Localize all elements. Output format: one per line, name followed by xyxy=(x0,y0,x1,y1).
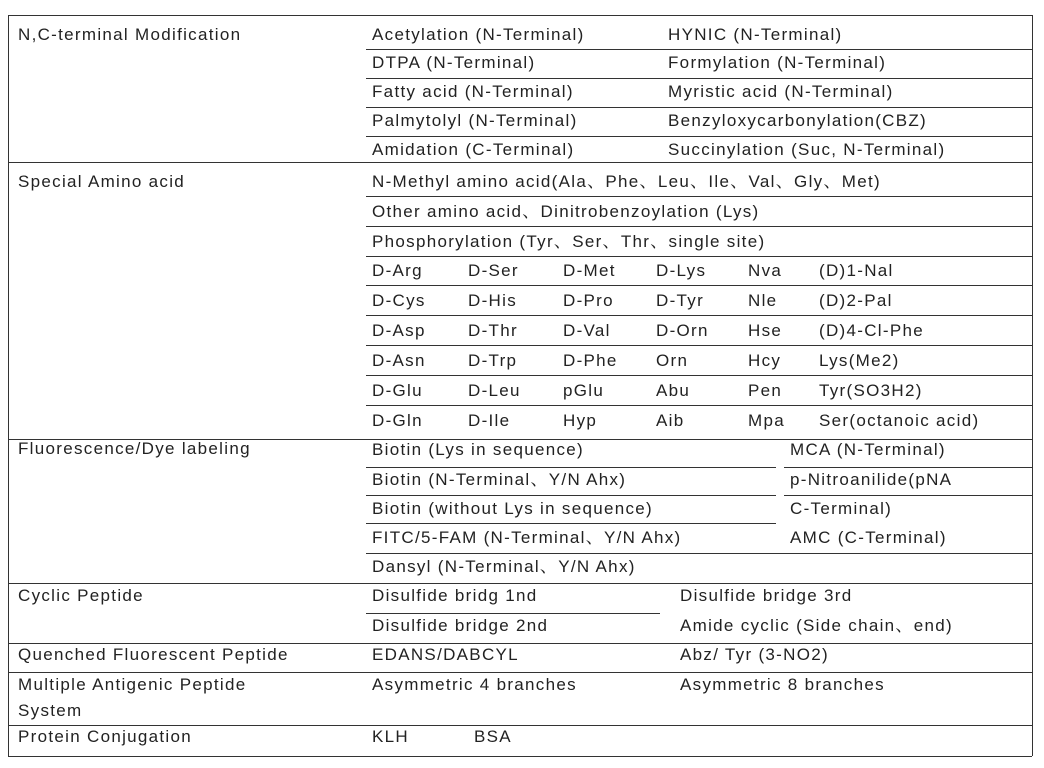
amino-acid-grid-cell: D-Pro xyxy=(563,291,614,310)
category-map: Multiple Antigenic Peptide xyxy=(18,675,247,694)
amino-acid-grid-cell: Hcy xyxy=(748,351,782,370)
quenched-item: EDANS/DABCYL xyxy=(372,645,519,664)
fluorescence-item: FITC/5-FAM (N-Terminal、Y/N Ahx) xyxy=(372,528,682,547)
protein-conjugation-item: BSA xyxy=(474,727,512,746)
map-item: Asymmetric 8 branches xyxy=(680,675,885,694)
amino-acid-grid-cell: D-Tyr xyxy=(656,291,705,310)
row-rule xyxy=(366,613,660,614)
special-amino-item: N-Methyl amino acid(Ala、Phe、Leu、Ile、Val、Gly、Met) xyxy=(372,172,881,191)
section-separator xyxy=(8,672,1032,673)
row-rule xyxy=(366,196,1032,197)
amino-acid-grid-cell: D-Ser xyxy=(468,261,519,280)
grid-row-rule xyxy=(366,315,1032,316)
category-nc-terminal: N,C-terminal Modification xyxy=(18,25,242,44)
amino-acid-grid-cell: D-Cys xyxy=(372,291,426,310)
section-separator xyxy=(8,643,1032,644)
cyclic-peptide-item: Disulfide bridge 3rd xyxy=(680,586,853,605)
amino-acid-grid-cell: (D)1-Nal xyxy=(819,261,894,280)
amino-acid-grid-cell: D-Lys xyxy=(656,261,707,280)
amino-acid-grid-cell: (D)2-Pal xyxy=(819,291,893,310)
section-separator xyxy=(8,725,1032,726)
quenched-item: Abz/ Tyr (3-NO2) xyxy=(680,645,829,664)
fluorescence-item: p-Nitroanilide(pNA xyxy=(790,470,953,489)
section-separator xyxy=(8,162,1032,163)
amino-acid-grid-cell: D-Met xyxy=(563,261,616,280)
table-bottom-border xyxy=(8,756,1032,757)
row-rule xyxy=(366,49,1032,50)
amino-acid-grid-cell: Pen xyxy=(748,381,783,400)
grid-row-rule xyxy=(366,375,1032,376)
row-rule xyxy=(366,226,1032,227)
category-fluorescence: Fluorescence/Dye labeling xyxy=(18,439,251,458)
amino-acid-grid-cell: D-Glu xyxy=(372,381,423,400)
amino-acid-grid-cell: Aib xyxy=(656,411,685,430)
amino-acid-grid-cell: pGlu xyxy=(563,381,605,400)
nc-terminal-item: Amidation (C-Terminal) xyxy=(372,140,575,159)
row-rule xyxy=(366,495,776,496)
fluorescence-item: Biotin (Lys in sequence) xyxy=(372,440,584,459)
amino-acid-grid-cell: Abu xyxy=(656,381,691,400)
category-map-cont: System xyxy=(18,701,83,720)
row-rule xyxy=(784,495,1032,496)
category-protein-conjugation: Protein Conjugation xyxy=(18,727,193,746)
grid-row-rule xyxy=(366,345,1032,346)
fluorescence-item: Dansyl (N-Terminal、Y/N Ahx) xyxy=(372,557,636,576)
special-amino-item: Phosphorylation (Tyr、Ser、Thr、single site) xyxy=(372,232,766,251)
grid-row-rule xyxy=(366,405,1032,406)
row-rule xyxy=(366,523,776,524)
map-item: Asymmetric 4 branches xyxy=(372,675,577,694)
row-rule xyxy=(366,256,1032,257)
amino-acid-grid-cell: D-Leu xyxy=(468,381,521,400)
row-rule xyxy=(366,107,1032,108)
amino-acid-grid-cell: Hse xyxy=(748,321,783,340)
amino-acid-grid-cell: Ser(octanoic acid) xyxy=(819,411,980,430)
cyclic-peptide-item: Disulfide bridg 1nd xyxy=(372,586,538,605)
amino-acid-grid-cell: D-Thr xyxy=(468,321,518,340)
fluorescence-item: C-Terminal) xyxy=(790,499,893,518)
amino-acid-grid-cell: Tyr(SO3H2) xyxy=(819,381,923,400)
amino-acid-grid-cell: D-Val xyxy=(563,321,611,340)
nc-terminal-item: Benzyloxycarbonylation(CBZ) xyxy=(668,111,928,130)
amino-acid-grid-cell: D-Ile xyxy=(468,411,511,430)
amino-acid-grid-cell: D-Gln xyxy=(372,411,423,430)
amino-acid-grid-cell: D-Orn xyxy=(656,321,709,340)
table-left-border xyxy=(8,15,9,756)
amino-acid-grid-cell: D-Trp xyxy=(468,351,518,370)
table-top-border xyxy=(8,15,1032,16)
amino-acid-grid-cell: Nle xyxy=(748,291,778,310)
row-rule xyxy=(366,467,776,468)
fluorescence-item: MCA (N-Terminal) xyxy=(790,440,946,459)
amino-acid-grid-cell: D-Arg xyxy=(372,261,423,280)
fluorescence-item: AMC (C-Terminal) xyxy=(790,528,947,547)
amino-acid-grid-cell: D-Asp xyxy=(372,321,426,340)
nc-terminal-item: Palmytolyl (N-Terminal) xyxy=(372,111,578,130)
cyclic-peptide-item: Amide cyclic (Side chain、end) xyxy=(680,616,953,635)
category-cyclic-peptide: Cyclic Peptide xyxy=(18,586,144,605)
amino-acid-grid-cell: Nva xyxy=(748,261,783,280)
section-separator xyxy=(8,583,1032,584)
row-rule xyxy=(366,136,1032,137)
protein-conjugation-item: KLH xyxy=(372,727,409,746)
amino-acid-grid-cell: D-Phe xyxy=(563,351,618,370)
amino-acid-grid-cell: Orn xyxy=(656,351,689,370)
special-amino-item: Other amino acid、Dinitrobenzoylation (Lys) xyxy=(372,202,760,221)
nc-terminal-item: Myristic acid (N-Terminal) xyxy=(668,82,894,101)
category-special-amino-acid: Special Amino acid xyxy=(18,172,186,191)
nc-terminal-item: DTPA (N-Terminal) xyxy=(372,53,536,72)
amino-acid-grid-cell: D-Asn xyxy=(372,351,426,370)
amino-acid-grid-cell: Hyp xyxy=(563,411,598,430)
fluorescence-item: Biotin (without Lys in sequence) xyxy=(372,499,653,518)
amino-acid-grid-cell: Lys(Me2) xyxy=(819,351,900,370)
amino-acid-grid-cell: D-His xyxy=(468,291,517,310)
nc-terminal-item: Acetylation (N-Terminal) xyxy=(372,25,585,44)
row-rule xyxy=(366,553,1032,554)
nc-terminal-item: Fatty acid (N-Terminal) xyxy=(372,82,574,101)
nc-terminal-item: Formylation (N-Terminal) xyxy=(668,53,887,72)
fluorescence-item: Biotin (N-Terminal、Y/N Ahx) xyxy=(372,470,627,489)
category-quenched: Quenched Fluorescent Peptide xyxy=(18,645,289,664)
amino-acid-grid-cell: (D)4-Cl-Phe xyxy=(819,321,924,340)
nc-terminal-item: Succinylation (Suc, N-Terminal) xyxy=(668,140,946,159)
nc-terminal-item: HYNIC (N-Terminal) xyxy=(668,25,843,44)
grid-row-rule xyxy=(366,285,1032,286)
amino-acid-grid-cell: Mpa xyxy=(748,411,785,430)
row-rule xyxy=(784,467,1032,468)
row-rule xyxy=(366,78,1032,79)
cyclic-peptide-item: Disulfide bridge 2nd xyxy=(372,616,549,635)
table-right-border xyxy=(1032,15,1033,756)
